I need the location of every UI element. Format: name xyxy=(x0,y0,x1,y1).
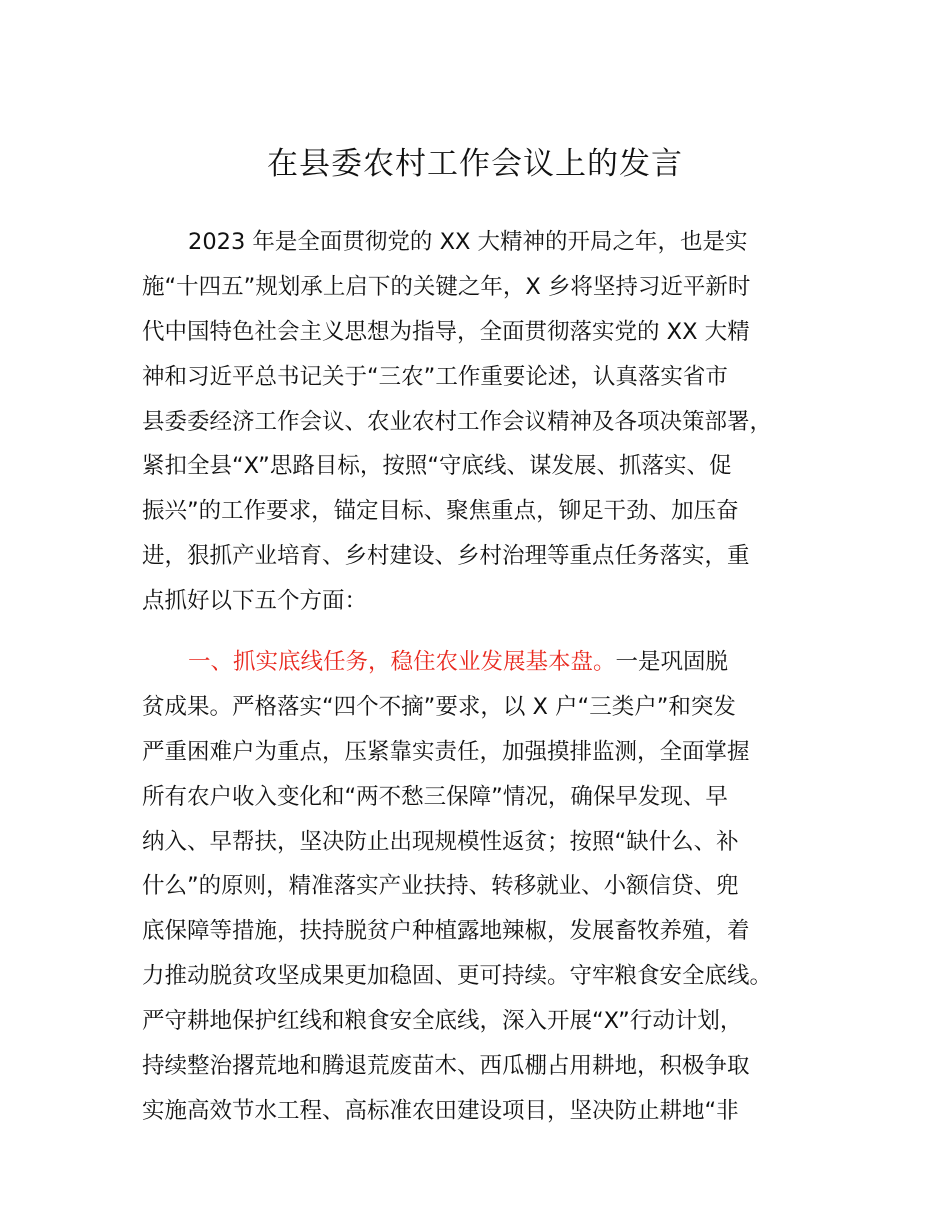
document-title: 在县委农村工作会议上的发言 xyxy=(267,146,683,182)
section-line: 所有农户收入变化和“两不愁三保障”情况，确保早发现、早 xyxy=(142,783,728,810)
section-heading: 一、抓实底线任务，稳住农业发展基本盘。 xyxy=(188,649,616,676)
section-line: 什么”的原则，精准落实产业扶持、转移就业、小额信贷、兜 xyxy=(142,873,739,900)
section-line: 严守耕地保护红线和粮食安全底线，深入开展“X”行动计划， xyxy=(142,1008,743,1035)
section-line: 贫成果。严格落实“四个不摘”要求，以 X 户“三类户”和突发 xyxy=(142,693,736,720)
paragraph-line: 紧扣全县“X”思路目标，按照“守底线、谋发展、抓落实、促 xyxy=(142,453,732,480)
paragraph-line: 代中国特色社会主义思想为指导，全面贯彻落实党的 XX 大精 xyxy=(142,318,750,345)
paragraph-line: 2023 年是全面贯彻党的 XX 大精神的开局之年，也是实 xyxy=(188,229,748,255)
paragraph-line: 进，狠抓产业培育、乡村建设、乡村治理等重点任务落实，重 xyxy=(142,543,750,570)
paragraph-line: 县委委经济工作会议、农业农村工作会议精神及各项决策部署， xyxy=(142,408,773,435)
section-line: 纳入、早帮扶，坚决防止出现规模性返贫；按照“缺什么、补 xyxy=(142,828,739,855)
section-first-line xyxy=(142,640,842,685)
section-line: 力推动脱贫攻坚成果更加稳固、更可持续。守牢粮食安全底线。 xyxy=(142,963,773,990)
section-line: 底保障等措施，扶持脱贫户种植露地辣椒，发展畜牧养殖，着 xyxy=(142,918,750,945)
document-body xyxy=(142,220,842,1134)
paragraph-line: 神和习近平总书记关于“三农”工作重要论述，认真落实省市 xyxy=(142,363,728,390)
section-line: 持续整治撂荒地和腾退荒废苗木、西瓜棚占用耕地，积极争取 xyxy=(142,1053,750,1080)
paragraph-line: 施“十四五”规划承上启下的关键之年，X 乡将坚持习近平新时 xyxy=(142,273,751,300)
paragraph-line: 点抓好以下五个方面： xyxy=(142,588,368,615)
section-line: 严重困难户为重点，压紧靠实责任，加强摸排监测，全面掌握 xyxy=(142,738,750,765)
section-line: 实施高效节水工程、高标准农田建设项目，坚决防止耕地“非 xyxy=(142,1097,739,1124)
paragraph-gap xyxy=(142,624,842,640)
section-first-line-text: 一是巩固脱 xyxy=(615,649,729,676)
paragraph-line: 振兴”的工作要求，锚定目标、聚焦重点，铆足干劲、加压奋 xyxy=(142,498,739,525)
